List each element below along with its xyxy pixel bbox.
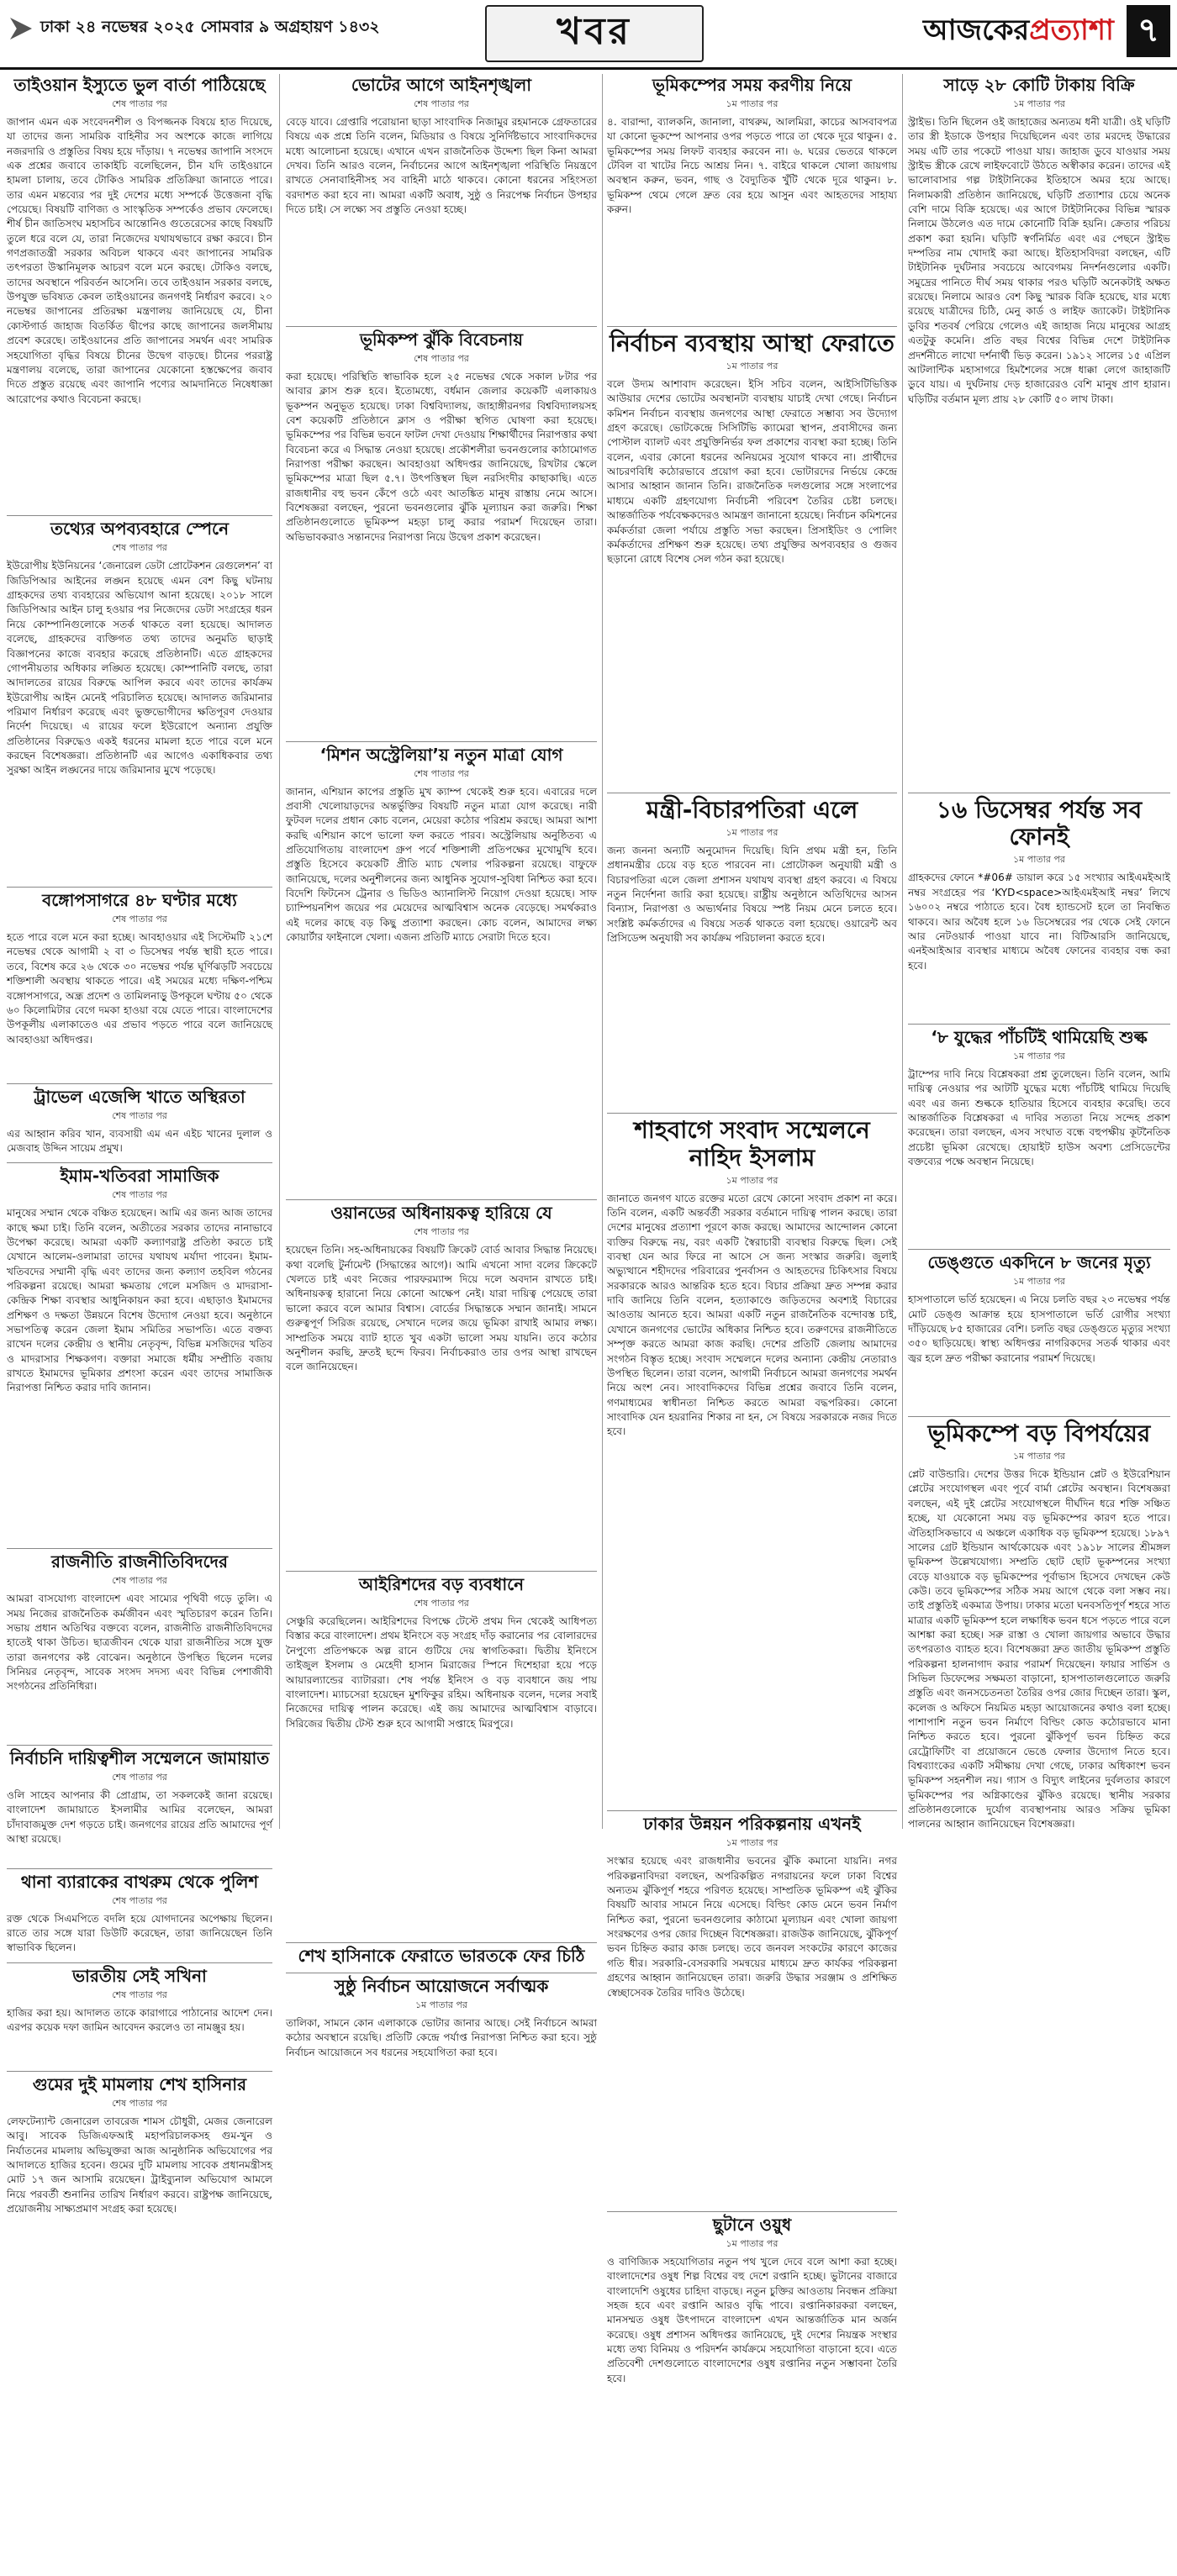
story-continuation-note: ১ম পাতার পর <box>726 1174 779 1186</box>
news-story <box>908 1028 1170 1242</box>
news-story <box>286 1204 597 1564</box>
news-story <box>286 1946 597 1966</box>
story-body: স্ট্রাইভ। তিনি ছিলেন ওই জাহাজের অন্যতম ধনী যাত্রী। ওই ঘড়িটি তার স্ত্রী ইডাকে উপহার দিয়েছিলেন এবং তার মরদেহ উদ্ধারের সময় এটি তার পকেটে পাওয়া যায়। জাহাজ ডুবে যাওয়ার সময় স্ট্রাইভ স্ত্রীকে রেখে লাইফবোটে উঠতে অস্বীকার করেন। তাদের এই ভালোবাসার গল্প টাইটানিকের ইতিহাসে অমর হয়ে আছে। নিলামকারী প্রতিষ্ঠান জানিয়েছে, ঘড়িটি প্রত্যাশার চেয়ে অনেক বেশি দামে বিক্রি হয়েছে। এর আগে টাইটানিকের বিভিন্ন স্মারক নিলামে উঠলেও এত দামে কোনোটি বিক্রি হয়নি। ক্রেতার পরিচয় প্রকাশ করা হয়নি। ঘড়িটি স্বর্ণনির্মিত এবং এর পেছনে স্ট্রাইভ দম্পতির নাম খোদাই করা আছে। ইতিহাসবিদরা বলছেন, এটি টাইটানিক দুর্ঘটনার সবচেয়ে আবেগময় নিদর্শনগুলোর একটি। সমুদ্রের পানিতে দীর্ঘ সময় থাকার পরও ঘড়িটি অনেকটাই অক্ষত রয়েছে। নিলামে আরও বেশ কিছু স্মারক বিক্রি হয়েছে, যার মধ্যে রয়েছে যাত্রীদের চিঠি, মেনু কার্ড ও লাইফ জ্যাকেট। টাইটানিক ডুবির শতবর্ষ পেরিয়ে গেলেও এই জাহাজ নিয়ে মানুষের আগ্রহ এতটুকু কমেনি। প্রতি বছর বিশ্বের বিভিন্ন দেশে টাইটানিক প্রদর্শনীতে লাখো দর্শনার্থী ভিড় করেন। ১৯১২ সালের ১৫ এপ্রিল আটলান্টিক মহাসাগরে হিমশৈলের সঙ্গে ধাক্কা লেগে জাহাজটি ডুবে যায়। এ দুর্ঘটনায় দেড় হাজারেরও বেশি মানুষ প্রাণ হারান। ঘড়িটির বর্তমান মূল্য প্রায় ২৮ কোটি ৫০ লাখ টাকা। <box>908 116 1170 405</box>
story-headline: ‘৮ যুদ্ধের পাঁচটিই থামিয়েছি শুল্ক <box>931 1026 1148 1047</box>
story-continuation-note: ১ম পাতার পর <box>726 98 779 109</box>
story-continuation-note: শেষ পাতার পর <box>112 2098 167 2110</box>
news-story <box>286 1977 597 2104</box>
story-body: হতে পারে বলে মনে করা হচ্ছে। আবহাওয়ার এই সিস্টেমটি ২১শে নভেম্বর থেকে আগামী ২ বা ৩ ডিসেম্বর পর্যন্ত স্থায়ী হতে পারে। তবে, বিশেষ করে ২৬ থেকে ৩০ নভেম্বর পর্যন্ত ঘূর্ণিঝড়টি সবচেয়ে শক্তিশালী অবস্থায় থাকতে পারে। এই সময়ের মধ্যে দক্ষিণ-পশ্চিম বঙ্গোপসাগরে, অন্ধ্র প্রদেশ ও তামিলনাড়ু উপকূলে ঘণ্টায় ৫০ থেকে ৬০ কিলোমিটার বেগে দমকা হাওয়া বয়ে যেতে পারে। বাংলাদেশের উপকূলীয় এলাকাতেও এর প্রভাব পড়তে পারে বলে জানিয়েছে আবহাওয়া অধিদপ্তর। <box>7 931 272 1046</box>
story-headline: শেখ হাসিনাকে ফেরাতে ভারতকে ফের চিঠি <box>298 1945 585 1966</box>
logo-prefix: আজকের <box>923 13 1030 47</box>
dateline-block <box>10 15 380 42</box>
newspaper-logo <box>923 8 1114 56</box>
story-headline: শাহবাগে সংবাদ সম্মেলনে নাহিদ ইসলাম <box>634 1116 870 1172</box>
news-story <box>286 1575 597 1936</box>
column-2 <box>286 74 597 2058</box>
story-continuation-note: ১ম পাতার পর <box>1013 98 1065 109</box>
story-headline: ভূমিকম্পের সময় করণীয় নিয়ে <box>652 75 852 95</box>
section-title-box <box>485 5 704 62</box>
story-continuation-note: শেষ পাতার পর <box>414 1226 469 1238</box>
story-headline: সাড়ে ২৮ কোটি টাকায় বিক্রি <box>943 75 1135 95</box>
story-continuation-note: শেষ পাতার পর <box>112 1109 167 1121</box>
story-headline: রাজনীতি রাজনীতিবিদদের <box>50 1551 229 1572</box>
story-continuation-note: শেষ পাতার পর <box>414 1598 469 1609</box>
news-story <box>7 2075 272 2319</box>
story-continuation-note: ১ম পাতার পর <box>1013 1050 1065 1061</box>
story-body: হাজির করা হয়। আদালত তাকে কারাগারে পাঠানোর আদেশ দেন। এরপর কয়েক দফা জামিন আবেদন করলেও তা নামঞ্জুর হয়। <box>7 2006 272 2033</box>
column-3 <box>607 74 897 2384</box>
story-headline: ঢাকার উন্নয়ন পরিকল্পনায় এখনই <box>643 1814 861 1835</box>
story-headline: ইমাম-খতিবরা সামাজিক <box>60 1166 219 1187</box>
story-headline: ভারতীয় সেই সখিনা <box>72 1965 207 1986</box>
story-headline: তাইওয়ান ইস্যুতে ভুল বার্তা পাঠিয়েছে <box>13 75 266 95</box>
story-body: জন্য জননা অন্যটি অনুমোদন দিয়েছি। যিনি প্রথম মন্ত্রী হন, তিনি প্রধানমন্ত্রীর চেয়ে বড় হতে পারবেন না। প্রোটোকল অনুযায়ী মন্ত্রী ও বিচারপতিরা এলে জেলা প্রশাসন যথাযথ ব্যবস্থা গ্রহণ করবে। এ বিষয়ে নতুন নির্দেশনা জারি করা হয়েছে। রাষ্ট্রীয় অনুষ্ঠানে অতিথিদের আসন বিন্যাস, নিরাপত্তা ও অভ্যর্থনার বিষয়ে স্পষ্ট নিয়ম মেনে চলতে হবে। সংশ্লিষ্ট কর্মকর্তাদের এ বিষয়ে সতর্ক থাকতে বলা হয়েছে। ওয়ারেন্ট অব প্রিসিডেন্স অনুযায়ী সব কার্যক্রম পরিচালনা করতে হবে। <box>607 845 897 945</box>
story-body: সংস্কার হয়েছে এবং রাজধানীর ভবনের ঝুঁকি কমানো যায়নি। নগর পরিকল্পনাবিদরা বলছেন, অপরিকল্পিত নগরায়নের ফলে ঢাকা বিশ্বের অন্যতম ঝুঁকিপূর্ণ শহরে পরিণত হয়েছে। সাম্প্রতিক ভূমিকম্প এই ঝুঁকির বিষয়টি আবার সামনে নিয়ে এসেছে। বিল্ডিং কোড মেনে ভবন নির্মাণ নিশ্চিত করা, পুরনো ভবনগুলোর কাঠামো মূল্যায়ন এবং খোলা জায়গা সংরক্ষণের ওপর জোর দিচ্ছেন বিশেষজ্ঞরা। রাজউক জানিয়েছে, ঝুঁকিপূর্ণ ভবন চিহ্নিত করার কাজ চলছে। তবে জনবল সংকটের কারণে কাজের গতি ধীর। সরকারি-বেসরকারি সমন্বয়ের মাধ্যমে দ্রুত কার্যকর পরিকল্পনা গ্রহণের আহ্বান জানিয়েছেন তারা। জরুরি উদ্ধার সরঞ্জাম ও প্রশিক্ষিত স্বেচ্ছাসেবক তৈরির দাবিও উঠেছে। <box>607 1855 897 1999</box>
story-continuation-note: শেষ পাতার পর <box>112 1894 167 1906</box>
story-headline: ছুটানে ওয়ুধ <box>712 2214 792 2235</box>
story-body: ট্রাম্পের দাবি নিয়ে বিশ্লেষকরা প্রশ্ন তুলেছেন। তিনি বলেন, আমি দায়িত্ব নেওয়ার পর আটটি যুদ্ধের মধ্যে পাঁচটিই থামিয়ে দিয়েছি এবং এর জন্য শুল্ককে হাতিয়ার হিসেবে ব্যবহার করেছি। তবে আন্তর্জাতিক বিশ্লেষকরা এ দাবির সত্যতা নিয়ে সন্দেহ প্রকাশ করেছেন। তারা বলছেন, এসব সংঘাত বন্ধে বহুপক্ষীয় কূটনৈতিক প্রচেষ্টা ভূমিকা রেখেছে। হোয়াইট হাউস অবশ্য প্রেসিডেন্টের বক্তব্যের পক্ষে অবস্থান নিয়েছে। <box>908 1067 1170 1168</box>
story-separator <box>286 1942 597 1943</box>
story-separator <box>286 1199 597 1200</box>
story-continuation-note: শেষ পাতার পর <box>112 98 167 109</box>
news-story <box>607 797 897 1106</box>
story-headline: ‘মিশন অস্ট্রেলিয়া’য় নতুন মাত্রা যোগ <box>319 744 563 765</box>
column-4 <box>908 74 1170 1829</box>
masthead <box>0 0 1177 70</box>
story-body: লেফটেন্যান্ট জেনারেল তাবরেজ শামস চৌধুরী, মেজর জেনারেল আবু। সাবেক ডিজিএফআই মহাপরিচালকসহ গুম-খুন ও নির্যাতনের মামলায় অভিযুক্তরা আজ আনুষ্ঠানিক অভিযোগের পর আদালতে হাজির হবেন। গুমের দুটি মামলায় সাবেক প্রধানমন্ত্রীসহ মোট ১৭ জন আসামি রয়েছেন। ট্রাইব্যুনাল অভিযোগ আমলে নিয়ে পরবর্তী শুনানির তারিখ নির্ধারণ করবে। রাষ্ট্রপক্ষ জানিয়েছে, প্রয়োজনীয় সাক্ষ্যপ্রমাণ সংগ্রহ করা হয়েছে। <box>7 2115 272 2215</box>
story-headline: গুমের দুই মামলায় শেখ হাসিনার <box>32 2074 247 2095</box>
story-body: গ্রাহকদের ফোনে *#06# ডায়াল করে ১৫ সংখ্যার আইএমইআই নম্বর সংগ্রহের পর ‘KYD<space>আইএমইআই নম্বর’ লিখে ১৬০০২ নম্বরে পাঠাতে হবে। বৈধ হ্যান্ডসেট হলে তা নিবন্ধিত থাকবে। আর অবৈধ হলে ১৬ ডিসেম্বরের পর থেকে সেই ফোনে আর নেটওয়ার্ক পাওয়া যাবে না। বিটিআরসি জানিয়েছে, এনইআইআর ব্যবস্থার মাধ্যমে অবৈধ ফোনের ব্যবহার বন্ধ করা হবে। <box>908 872 1170 972</box>
news-story <box>7 1088 272 1156</box>
story-continuation-note: ১ম পাতার পর <box>726 1837 779 1849</box>
news-story <box>286 76 597 319</box>
story-continuation-note: শেষ পাতার পর <box>414 767 469 779</box>
story-continuation-note: ১ম পাতার পর <box>1013 1451 1065 1462</box>
story-body: মানুষের সম্মান থেকে বঞ্চিত হয়েছেন। আমি এর জন্য আজ তাদের কাছে ক্ষমা চাই। তিনি বলেন, অতীতের সরকার তাদের নানাভাবে উপেক্ষা করেছে। আমরা একটি কল্যাণরাষ্ট্র প্রতিষ্ঠা করতে চাই যেখানে আলেম-ওলামারা তাদের যথাযথ মর্যাদা পাবেন। ইমাম-খতিবদের সম্মানী বৃদ্ধি এবং তাদের জন্য কল্যাণ তহবিল গঠনের পরিকল্পনা রয়েছে। আমরা ক্ষমতায় গেলে মসজিদ ও মাদরাসা-কেন্দ্রিক শিক্ষা ব্যবস্থার আধুনিকায়ন করা হবে। এছাড়াও ইমামদের প্রশিক্ষণ ও দক্ষতা উন্নয়নে বিশেষ উদ্যোগ নেওয়া হবে। অনুষ্ঠানে সভাপতিত্ব করেন জেলা ইমাম সমিতির সভাপতি। এতে বক্তব্য রাখেন দলের কেন্দ্রীয় ও স্থানীয় নেতৃবৃন্দ, বিভিন্ন মসজিদের খতিব ও মাদরাসার শিক্ষকগণ। বক্তারা সমাজে ধর্মীয় সম্প্রীতি বজায় রাখতে ইমামদের ভূমিকার প্রশংসা করেন এবং তাদের সামাজিক নিরাপত্তা নিশ্চিত করার দাবি জানান। <box>7 1207 272 1394</box>
story-separator <box>286 1571 597 1572</box>
story-continuation-note: শেষ পাতার পর <box>414 352 469 364</box>
story-headline: ওয়ানডের অধিনায়কত্ব হারিয়ে যে <box>330 1203 552 1224</box>
dateline: ঢাকা ২৪ নভেম্বর ২০২৫ সোমবার ৯ অগ্রহায়ণ ১৪৩২ <box>40 18 380 36</box>
story-body: জাপান এমন এক সংবেদনশীল ও বিপজ্জনক বিষয়ে হাত দিয়েছে, যা তাদের জন্য সামরিক বাহিনীর সব অংশকে কাজে লাগিয়ে নজরদারি ও প্রস্তুতির বিষয় হয়ে দাঁড়ায়। ৭ নভেম্বর জাপানি সংসদে এক প্রশ্নের জবাবে তাকাইচি বলেছিলেন, চীন যদি তাইওয়ানে হামলা চালায়, তবে টোকিও সামরিক প্রতিক্রিয়া জানাতে পারে। তার এমন মন্তব্যের পর দুই দেশের মধ্যে সম্পর্কে উত্তেজনা বৃদ্ধি পেয়েছে। বিষয়টি বাণিজ্য ও সাংস্কৃতিক সম্পর্কেও প্রভাব ফেলেছে। শীর্ষ চীন জাতিসংঘ মহাসচিব আন্তোনিও গুতেরেসের কাছে বিষয়টি তুলে ধরে বলে যে, তারা নিজেদের যথাযথভাবে রক্ষা করবে। চীন গণপ্রজাতন্ত্রী সরকার অবিচল থাকবে এবং জাপানের সামরিক তৎপরতা উস্কানিমূলক আচরণ বলে মনে করছে। টোকিও বলছে, তাদের অবস্থানে পরিবর্তন আসেনি। তবে তাইওয়ান সরকার বলছে, উপযুক্ত ভবিষ্যত কেবল তাইওয়ানের জনগণই নির্ধারণ করবে। ২০ নভেম্বর জাপানের প্রতিরক্ষা মন্ত্রণালয় জানিয়েছে যে, চীনা কোস্টগার্ড জাহাজ বিতর্কিত দ্বীপের কাছে জাপানের জলসীমায় প্রবেশ করেছে। তাইওয়ানের প্রতি জাপানের সমর্থন এবং সামরিক সহযোগিতা বৃদ্ধির বিষয়ে চীনের উদ্বেগ বাড়ছে। চীনের পররাষ্ট্র মন্ত্রণালয় বলেছে, তারা জাপানের যেকোনো হস্তক্ষেপের জবাব দিতে প্রস্তুত রয়েছে এবং জাপানি পণ্যের আমদানিতে নিষেধাজ্ঞা আরোপের কথাও বিবেচনা করছে। <box>7 116 272 405</box>
page-number: ৭ <box>1127 5 1170 57</box>
story-headline: ভোটের আগে আইনশৃঙ্খলা <box>351 75 532 95</box>
story-separator <box>7 515 272 516</box>
story-separator <box>607 326 897 327</box>
story-headline: আইরিশদের বড় ব্যবধানে <box>358 1574 525 1595</box>
news-story <box>908 797 1170 1017</box>
story-body: রক্ত থেকে সিএমপিতে বদলি হয়ে যোগদানের অপেক্ষায় ছিলেন। রাতে তার সঙ্গে যারা ডিউটি করেছেন, তারা জানিয়েছেন তিনি স্বাভাবিক ছিলেন। <box>7 1912 272 1954</box>
story-headline: থানা ব্যারাকের বাথরুম থেকে পুলিশ <box>20 1871 259 1892</box>
story-continuation-note: শেষ পাতার পর <box>112 1189 167 1201</box>
column-divider <box>279 74 280 1829</box>
story-separator <box>286 741 597 742</box>
news-story <box>286 745 597 1193</box>
story-body: ওলি সাহেব আপনার কী প্রোগ্রাম, তা সকলকেই জানা রয়েছে। বাংলাদেশ জামায়াতে ইসলামীর আমির বলেছেন, আমরা চাঁদাবাজমুক্ত দেশ গড়তে চাই। জনগণের রায়ের প্রতি আমাদের পূর্ণ আস্থা রয়েছে। <box>7 1788 272 1845</box>
story-separator <box>7 1745 272 1746</box>
story-body: সেঞ্চুরি করেছিলেন। আইরিশদের বিপক্ষে টেস্টে প্রথম দিন থেকেই আধিপত্য বিস্তার করে বাংলাদেশ। প্রথম ইনিংসে বড় সংগ্রহ দাঁড় করানোর পর বোলারদের নৈপুণ্যে প্রতিপক্ষকে অল্প রানে গুটিয়ে দেয় স্বাগতিকরা। দ্বিতীয় ইনিংসে তাইজুল ইসলাম ও মেহেদী হাসান মিরাজের স্পিনে দিশেহারা হয়ে পড়ে আয়ারল্যান্ডের ব্যাটাররা। শেষ পর্যন্ত ইনিংস ও বড় ব্যবধানে জয় পায় বাংলাদেশ। ম্যাচসেরা হয়েছেন মুশফিকুর রহিম। অধিনায়ক বলেন, দলের সবাই নিজেদের দায়িত্ব পালন করেছে। এই জয় আমাদের আত্মবিশ্বাস বাড়াবে। সিরিজের দ্বিতীয় টেস্ট শুরু হবে আগামী সপ্তাহে মিরপুরে। <box>286 1615 597 1730</box>
story-separator <box>607 1810 897 1811</box>
story-body: জানান, এশিয়ান কাপের প্রস্তুতি মুখ ক্যাম্প থেকেই শুরু হবে। এবারের দলে প্রবাসী খেলোয়াড়দের অন্তর্ভুক্তির বিষয়টি নতুন মাত্রা যোগ করেছে। নারী ফুটবল দলের প্রধান কোচ বলেন, মেয়েরা কঠোর পরিশ্রম করছে। আমরা আশা করছি এশিয়ান কাপে ভালো ফল করতে পারব। অস্ট্রেলিয়ায় অনুষ্ঠিতব্য এ প্রতিযোগিতায় বাংলাদেশ গ্রুপ পর্বে শক্তিশালী প্রতিপক্ষের মুখোমুখি হবে। প্রস্তুতি হিসেবে কয়েকটি প্রীতি ম্যাচ খেলার পরিকল্পনা রয়েছে। বাফুফে জানিয়েছে, দলের অনুশীলনের জন্য আধুনিক সুযোগ-সুবিধা নিশ্চিত করা হবে। বিদেশি ফিটনেস ট্রেনার ও ভিডিও অ্যানালিস্ট নিয়োগ দেওয়া হয়েছে। সাফ চ্যাম্পিয়নশিপ জয়ের পর মেয়েদের আত্মবিশ্বাস অনেক বেড়েছে। সমর্থকরাও এই দলের কাছে বড় কিছু প্রত্যাশা করছেন। কোচ বলেন, আমাদের লক্ষ্য কোয়ার্টার ফাইনালে খেলা। এজন্য প্রতিটি ম্যাচে সেরাটা দিতে হবে। <box>286 785 597 944</box>
story-separator <box>7 2071 272 2072</box>
story-continuation-note: শেষ পাতার পর <box>414 98 469 109</box>
story-continuation-note: ১ম পাতার পর <box>726 827 779 839</box>
story-headline: ভূমিকম্প ঝুঁকি বিবেচনায় <box>359 329 523 350</box>
story-headline: নির্বাচন ব্যবস্থায় আস্থা ফেরাতে <box>610 329 895 357</box>
story-separator <box>908 1416 1170 1417</box>
story-separator <box>607 2211 897 2212</box>
story-continuation-note: ১ম পাতার পর <box>415 1999 467 2010</box>
news-story <box>7 891 272 1077</box>
story-body: বেড়ে যাবে। গ্রেপ্তারি পরোয়ানা ছাড়া সাংবাদিক নিজামুর রহমানকে গ্রেফতারের বিষয়ে এক প্রশ্নে তিনি বলেন, মিডিয়ার ও বিষয়ে সুনির্দিষ্টভাবে সাংবাদিকদের মধ্যে আলোচনা হয়েছে। এখানে এখন রাজনৈতিক উদ্দেশ্য ছিল কিনা আমরা দেখব। তিনি আরও বলেন, নির্বাচনের আগে আইনশৃঙ্খলা পরিস্থিতি নিয়ন্ত্রণে রাখতে সেনাবাহিনীসহ সব বাহিনী মাঠে থাকবে। কোনো ধরনের সহিংসতা বরদাশত করা হবে না। আমরা একটি অবাধ, সুষ্ঠু ও নিরপেক্ষ নির্বাচন উপহার দিতে চাই। সে লক্ষ্যে সব প্রস্তুতি নেওয়া হচ্ছে। <box>286 116 597 216</box>
story-headline: মন্ত্রী-বিচারপতিরা এলে <box>646 795 858 824</box>
news-story <box>607 330 897 786</box>
news-story <box>908 76 1170 786</box>
story-separator <box>7 887 272 888</box>
news-story <box>607 1117 897 1804</box>
story-body: এর আহ্বান করিব খান, ব্যবসায়ী এম এন এইচ খানের দুলাল ও মেজবাহ উদ্দিন সায়েম প্রমুখ। <box>7 1127 272 1154</box>
story-separator <box>7 1162 272 1163</box>
news-story <box>908 1253 1170 1409</box>
news-story <box>7 76 272 508</box>
logo-accent: প্রত্যাশা <box>1029 13 1114 47</box>
story-body: তালিকা, সামনে কোন এলাকাকে ভোটার জানার আছে। সেই নির্বাচনে আমরা কঠোর অবস্থানে রয়েছি। প্রতিটি কেন্দ্রে পর্যাপ্ত নিরাপত্তা নিশ্চিত করা হবে। সুষ্ঠু নির্বাচন আয়োজনে সব ধরনের সহযোগিতা করা হবে। <box>286 2016 597 2058</box>
story-headline: ১৬ ডিসেম্বর পর্যন্ত সব ফোনই <box>936 796 1143 851</box>
column-1 <box>7 74 272 2215</box>
story-body: ও বাণিজ্যিক সহযোগিতার নতুন পথ খুলে দেবে বলে আশা করা হচ্ছে। বাংলাদেশের ওষুধ শিল্প বিশ্বের বহু দেশে রপ্তানি হচ্ছে। ভুটানের বাজারে বাংলাদেশি ওষুধের চাহিদা বাড়ছে। নতুন চুক্তির আওতায় নিবন্ধন প্রক্রিয়া সহজ হবে এবং রপ্তানি আরও বৃদ্ধি পাবে। রপ্তানিকারকরা বলছেন, মানসম্মত ওষুধ উৎপাদনে বাংলাদেশ এখন আন্তর্জাতিক মান অর্জন করেছে। ওষুধ প্রশাসন অধিদপ্তর জানিয়েছে, দুই দেশের নিয়ন্ত্রক সংস্থার মধ্যে তথ্য বিনিময় ও পরিদর্শন কার্যক্রমে সহযোগিতা বাড়ানো হবে। এতে প্রতিবেশী দেশগুলোতে বাংলাদেশের ওষুধ রপ্তানির নতুন সম্ভাবনা তৈরি হবে। <box>607 2255 897 2384</box>
story-body: হয়েছেন তিনি। সহ-অধিনায়কের বিষয়টি ক্রিকেট বোর্ড আবার সিদ্ধান্ত নিয়েছে। কথা বলেছি টুর্নামেন্ট (সিদ্ধান্তের আগে)। আমি এখনো সাদা বলের ক্রিকেটে খেলতে চাই এবং নিজের পারফরম্যান্স দিয়ে দলে অবদান রাখতে চাই। অধিনায়কত্ব হারানো নিয়ে কোনো আক্ষেপ নেই। যারা দায়িত্ব পেয়েছে তারা ভালো করবে বলে আমার বিশ্বাস। বোর্ডের সিদ্ধান্তকে সম্মান জানাই। সামনে গুরুত্বপূর্ণ সিরিজ রয়েছে, সেখানে দলের জয়ে ভূমিকা রাখাই আমার লক্ষ্য। সাম্প্রতিক সময়ে ব্যাট হাতে খুব একটা ভালো সময় যায়নি। তবে কঠোর অনুশীলন করছি, দ্রুতই ছন্দে ফিরব। নির্বাচকরাও তার ওপর আস্থা রাখছেন বলে জানিয়েছেন। <box>286 1244 597 1373</box>
story-continuation-note: ১ম পাতার পর <box>1013 854 1065 866</box>
arrow-flag-icon <box>10 18 32 40</box>
news-story <box>7 1967 272 2064</box>
story-headline: ভূমিকম্পে বড় বিপর্যয়ের <box>927 1419 1151 1447</box>
story-separator <box>286 326 597 327</box>
story-body: হাসপাতালে ভর্তি হয়েছেন। এ নিয়ে চলতি বছর ২৩ নভেম্বর পর্যন্ত মোট ডেঙ্গু আক্রান্ত হয়ে হাসপাতালে ভর্তি রোগীর সংখ্যা দাঁড়িয়েছে ৮৫ হাজারের বেশি। চলতি বছর ডেঙ্গুতে মৃত্যুর সংখ্যা ৩৫০ ছাড়িয়েছে। স্বাস্থ্য অধিদপ্তর নাগরিকদের সতর্ক থাকার এবং জ্বর হলে দ্রুত পরীক্ষা করানোর পরামর্শ দিয়েছে। <box>908 1293 1170 1364</box>
story-separator <box>7 1962 272 1963</box>
section-title: খবর <box>557 9 632 53</box>
story-headline: বঙ্গোপসাগরে ৪৮ ঘণ্টার মধ্যে <box>42 890 237 911</box>
story-continuation-note: শেষ পাতার পর <box>112 542 167 554</box>
story-body: ৪. বারান্দা, ব্যালকনি, জানালা, বাথরুম, আলমিরা, কাচের আসবাবপত্র যা কোনো ভূকম্পে আপনার ওপর পড়তে পারে তা থেকে দূরে থাকুন। ৫. ভূমিকম্পের সময় লিফট ব্যবহার করবেন না। ৬. ঘরের ভেতরে থাকলে টেবিল বা খাটের নিচে আশ্রয় নিন। ৭. বাইরে থাকলে খোলা জায়গায় অবস্থান করুন, ভবন, গাছ ও বৈদ্যুতিক খুঁটি থেকে দূরে থাকুন। ৮. ভূমিকম্প থেমে গেলে দ্রুত বের হয়ে আসুন এবং আহতদের সাহায্য করুন। <box>607 116 897 216</box>
news-story <box>7 1167 272 1541</box>
news-story <box>286 330 597 735</box>
story-continuation-note: শেষ পাতার পর <box>112 1989 167 2000</box>
news-story <box>7 1552 272 1738</box>
story-body: জানাতে জনগণ যাতে রক্তের মতো রেখে কোনো সংবাদ প্রকাশ না করে। তিনি বলেন, একটি অন্তর্বর্তী সরকার বর্তমানে দায়িত্ব পালন করছে। তারা দেশের মানুষের প্রত্যাশা পূরণে কাজ করছে। আমাদের আন্দোলন কোনো ব্যক্তির বিরুদ্ধে নয়, বরং একটি স্বৈরাচারী ব্যবস্থার বিরুদ্ধে ছিল। সেই ব্যবস্থা যেন আর ফিরে না আসে সে জন্য সংস্কার জরুরি। জুলাই অভ্যুত্থানে শহীদদের পরিবারের পুনর্বাসন ও আহতদের চিকিৎসার বিষয়ে সরকারকে আরও আন্তরিক হতে হবে। বিচার প্রক্রিয়া দ্রুত সম্পন্ন করার দাবি জানিয়ে তিনি বলেন, হত্যাকাণ্ডে জড়িতদের অবশ্যই বিচারের আওতায় আনতে হবে। আমরা একটি নতুন রাজনৈতিক বন্দোবস্ত চাই, যেখানে জনগণের ভোটের অধিকার নিশ্চিত হবে। তরুণদের রাজনীতিতে সম্পৃক্ত করতে আমরা কাজ করছি। দেশের প্রতিটি জেলায় আমাদের সংগঠন বিস্তৃত হচ্ছে। সংবাদ সম্মেলনে দলের অন্যান্য কেন্দ্রীয় নেতারাও উপস্থিত ছিলেন। তারা বলেন, আগামী নির্বাচনে আমরা জনগণের সমর্থন নিয়ে অংশ নেব। সাংবাদিকদের বিভিন্ন প্রশ্নের জবাবে তিনি বলেন, গণমাধ্যমের স্বাধীনতা নিশ্চিত করতে আমরা বদ্ধপরিকর। কোনো সাংবাদিক যেন হয়রানির শিকার না হন, সে বিষয়ে সরকারকে নজর দিতে হবে। <box>607 1192 897 1438</box>
story-body: ইউরোপীয় ইউনিয়নের ‘জেনারেল ডেটা প্রোটেকশন রেগুলেশন’ বা জিডিপিআর আইনের লঙ্ঘন হয়েছে এমন বেশ কিছু ঘটনায় গ্রাহকদের তথ্য ব্যবহারের অভিযোগ আনা হয়েছে। ২০১৮ সালে জিডিপিআর আইন চালু হওয়ার পর নিজেদের ডেটা সংগ্রহের ধরন নিয়ে কোম্পানিগুলোকে সতর্ক থাকতে বলা হয়েছে। আদালত বলেছে, গ্রাহকদের ব্যক্তিগত তথ্য তাদের অনুমতি ছাড়াই বিজ্ঞাপনের কাজে ব্যবহার করেছে প্রতিষ্ঠানটি। এতে গ্রাহকদের গোপনীয়তার অধিকার লঙ্ঘিত হয়েছে। কোম্পানিটি বলছে, তারা আদালতের রায়ের বিরুদ্ধে আপিল করবে এবং তাদের কার্যক্রম ইউরোপীয় আইন মেনেই পরিচালিত হয়েছে। আদালত জরিমানার পরিমাণ নির্ধারণ করেছে এবং ভুক্তভোগীদের ক্ষতিপূরণ দেওয়ার নির্দেশ দিয়েছে। এ রায়ের ফলে ইউরোপে অন্যান্য প্রযুক্তি প্রতিষ্ঠানের বিরুদ্ধেও একই ধরনের মামলা হতে পারে বলে মনে করছেন বিশেষজ্ঞরা। প্রতিষ্ঠানটি এর আগেও একাধিকবার তথ্য সুরক্ষা আইন লঙ্ঘনের দায়ে জরিমানার মুখে পড়েছে। <box>7 560 272 777</box>
story-continuation-note: ১ম পাতার পর <box>726 361 779 372</box>
news-story <box>7 1749 272 1862</box>
story-headline: নির্বাচনি দায়িত্বশীল সম্মেলনে জামায়াত <box>9 1747 270 1768</box>
news-story <box>607 76 897 319</box>
story-continuation-note: ১ম পাতার পর <box>1013 1276 1065 1288</box>
news-story <box>7 1873 272 1956</box>
story-continuation-note: ১ম পাতার পর <box>726 2237 779 2249</box>
news-story <box>7 519 272 880</box>
column-divider <box>902 74 903 1829</box>
story-separator <box>908 1024 1170 1025</box>
story-body: বলে উদ্যম আশাবাদ করেছেন। ইসি সচিব বলেন, আইসিটিভিত্তিক আউয়ার দেশের ভোটের অবস্থানটা ব্যবস্থায় যাচাই দেখা গেছে। নির্বাচন কমিশন নির্বাচন ব্যবস্থায় জনগণের আস্থা ফেরাতে সম্ভাব্য সব উদ্যোগ গ্রহণ করেছে। ভোটকেন্দ্রে সিসিটিভি ক্যামেরা স্থাপন, প্রবাসীদের জন্য পোস্টাল ব্যালট এবং প্রযুক্তিনির্ভর ফল প্রকাশের ব্যবস্থা করা হচ্ছে। তিনি বলেন, এবার কোনো ধরনের অনিয়মের সুযোগ থাকবে না। প্রার্থীদের আচরণবিধি কঠোরভাবে প্রয়োগ করা হবে। ভোটারদের নির্ভয়ে কেন্দ্রে আসার আহ্বান জানান তিনি। রাজনৈতিক দলগুলোর সঙ্গে সংলাপের মাধ্যমে একটি গ্রহণযোগ্য নির্বাচনী পরিবেশ তৈরির চেষ্টা চলছে। আন্তর্জাতিক পর্যবেক্ষকদেরও আমন্ত্রণ জানানো হয়েছে। নির্বাচন কমিশনের কর্মকর্তারা জেলা পর্যায়ে প্রস্তুতি সভা করছেন। প্রিসাইডিং ও পোলিং কর্মকর্তাদের প্রশিক্ষণ শুরু হয়েছে। তথ্য প্রযুক্তির অপব্যবহার ও গুজব ছড়ানো রোধে বিশেষ সেল গঠন করা হয়েছে। <box>607 378 897 566</box>
story-separator <box>607 1113 897 1114</box>
news-story <box>908 1420 1170 2313</box>
story-headline: ট্রাভেল এজেন্সি খাতে অস্থিরতা <box>34 1086 245 1107</box>
story-headline: সুষ্ঠু নির্বাচন আয়োজনে সর্বাত্মক <box>334 1975 549 1996</box>
story-body: করা হয়েছে। পরিস্থিতি স্বাভাবিক হলে ২৫ নভেম্বর থেকে সকাল ৮টার পর আবার ক্লাস শুরু হবে। ইতোমধ্যে, বর্ধমান জেলার কয়েকটি এলাকায়ও ভূকম্পন অনুভূত হয়েছে। ঢাকা বিশ্ববিদ্যালয়, জাহাঙ্গীরনগর বিশ্ববিদ্যালয়সহ বেশ কয়েকটি প্রতিষ্ঠানে ক্লাস ও পরীক্ষা স্থগিত ঘোষণা করা হয়েছে। ভূমিকম্পের পর বিভিন্ন ভবনে ফাটল দেখা দেওয়ায় শিক্ষার্থীদের নিরাপত্তার কথা বিবেচনা করে এ সিদ্ধান্ত নেওয়া হয়েছে। প্রকৌশলীরা ভবনগুলোর কাঠামোগত নিরাপত্তা পরীক্ষা করছেন। আবহাওয়া অধিদপ্তর জানিয়েছে, রিখটার স্কেলে ভূমিকম্পের মাত্রা ছিল ৫.৭। উৎপত্তিস্থল ছিল নরসিংদীর কাছাকাছি। এতে রাজধানীর বহু ভবন কেঁপে ওঠে এবং আতঙ্কিত মানুষ রাস্তায় নেমে আসে। বিশেষজ্ঞরা বলছেন, পুরনো ভবনগুলোর ঝুঁকি মূল্যায়ন করা জরুরি। শিক্ষা প্রতিষ্ঠানগুলোতে ভূমিকম্প মহড়া চালু করার পরামর্শ দিয়েছেন তারা। অভিভাবকরাও সন্তানদের নিরাপত্তা নিয়ে উদ্বেগ প্রকাশ করেছেন। <box>286 370 597 543</box>
story-headline: তথ্যের অপব্যবহারে স্পেনে <box>50 519 230 540</box>
story-continuation-note: শেষ পাতার পর <box>112 914 167 925</box>
story-body: প্লেট বাউন্ডারি। দেশের উত্তর দিকে ইন্ডিয়ান প্লেট ও ইউরেশিয়ান প্লেটের সংযোগস্থল এবং পূর্বে বার্মা প্লেটের অবস্থান। বিশেষজ্ঞরা বলছেন, এই দুই প্লেটের সংযোগস্থলে দীর্ঘদিন ধরে শক্তি সঞ্চিত হচ্ছে, যা যেকোনো সময় বড় ভূমিকম্পের কারণ হতে পারে। ঐতিহাসিকভাবে এ অঞ্চলে একাধিক বড় ভূমিকম্প হয়েছে। ১৮৯৭ সালের গ্রেট ইন্ডিয়ান আর্থকোয়েক এবং ১৯১৮ সালের শ্রীমঙ্গল ভূমিকম্প উল্লেখযোগ্য। সম্প্রতি ছোট ছোট ভূকম্পনের সংখ্যা বেড়ে যাওয়াকে বড় ভূমিকম্পের পূর্বাভাস হিসেবে দেখছেন কেউ কেউ। তবে ভূমিকম্পের সঠিক সময় আগে থেকে বলা সম্ভব নয়। তাই প্রস্তুতিই একমাত্র উপায়। ঢাকার মতো ঘনবসতিপূর্ণ শহরে সাত মাত্রার একটি ভূমিকম্প হলে লক্ষাধিক ভবন ধসে পড়তে পারে বলে আশঙ্কা করা হচ্ছে। সরু রাস্তা ও খোলা জায়গার অভাবে উদ্ধার তৎপরতাও ব্যাহত হবে। বিশেষজ্ঞরা দ্রুত জাতীয় ভূমিকম্প প্রস্তুতি পরিকল্পনা হালনাগাদ করার পরামর্শ দিয়েছেন। ফায়ার সার্ভিস ও সিভিল ডিফেন্সের সক্ষমতা বাড়ানো, হাসপাতালগুলোতে জরুরি প্রস্তুতি এবং জনসচেতনতা তৈরির ওপর জোর দিচ্ছেন তারা। স্কুল, কলেজ ও অফিসে নিয়মিত মহড়া আয়োজনের কথাও বলা হচ্ছে। পাশাপাশি নতুন ভবন নির্মাণে বিল্ডিং কোড কঠোরভাবে মানা নিশ্চিত করতে হবে। পুরনো ঝুঁকিপূর্ণ ভবন চিহ্নিত করে রেট্রোফিটিং বা প্রয়োজনে ভেঙে ফেলার উদ্যোগ নিতে হবে। বিশ্বব্যাংকের একটি সমীক্ষায় দেখা গেছে, ঢাকার অধিকাংশ ভবন ভূমিকম্প সহনশীল নয়। গ্যাস ও বিদ্যুৎ লাইনের দুর্বলতার কারণে ভূমিকম্পের পর অগ্নিকাণ্ডের ঝুঁকিও রয়েছে। স্থানীয় সরকার প্রতিষ্ঠানগুলোকে দুর্যোগ ব্যবস্থাপনায় আরও সক্রিয় ভূমিকা পালনের আহ্বান জানিয়েছেন বিশেষজ্ঞরা। <box>908 1468 1170 1831</box>
news-story <box>607 2215 897 2576</box>
story-separator <box>7 1868 272 1869</box>
story-continuation-note: শেষ পাতার পর <box>112 1575 167 1587</box>
story-separator <box>7 1548 272 1549</box>
story-separator <box>908 1249 1170 1250</box>
story-continuation-note: শেষ পাতার পর <box>112 1771 167 1783</box>
story-body: আমরা বাসযোগ্য বাংলাদেশ এবং সাম্যের পৃথিবী গড়ে তুলি। এ সময় নিজের রাজনৈতিক কর্মজীবন এবং স্মৃতিচারণ করেন তিনি। সভায় প্রধান অতিথির বক্তব্যে বলেন, রাজনীতি রাজনীতিবিদদের হাতেই থাকা উচিত। ছাত্রজীবন থেকে যারা রাজনীতির সঙ্গে যুক্ত তারা জনগণের কষ্ট বোঝেন। অনুষ্ঠানে উপস্থিত ছিলেন দলের সিনিয়র নেতৃবৃন্দ, সাবেক সংসদ সদস্য এবং বিভিন্ন পেশাজীবী সংগঠনের প্রতিনিধিরা। <box>7 1593 272 1693</box>
story-headline: ডেঙ্গুতে একদিনে ৮ জনের মৃত্যু <box>927 1252 1151 1273</box>
news-story <box>607 1815 897 2204</box>
column-divider <box>602 74 603 1829</box>
story-separator <box>7 1083 272 1084</box>
